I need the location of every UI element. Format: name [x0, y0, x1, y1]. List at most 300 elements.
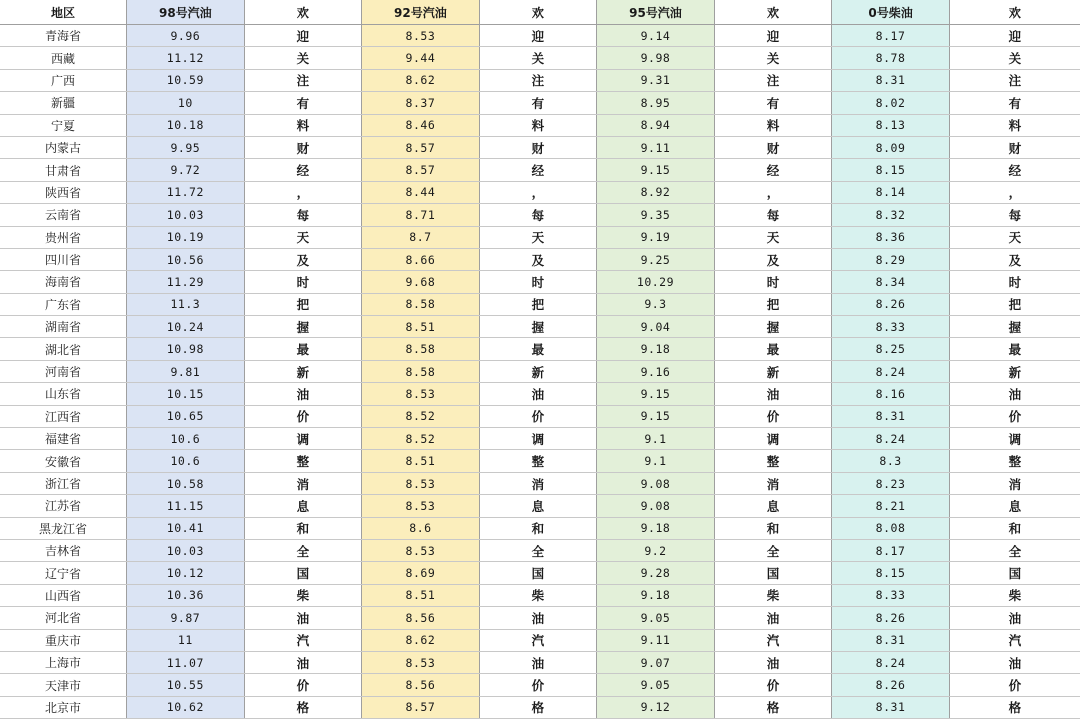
- cell-message-char[interactable]: 有: [714, 92, 832, 114]
- cell-message-char[interactable]: 财: [949, 136, 1080, 158]
- cell-price-95[interactable]: 9.11: [597, 629, 715, 651]
- cell-price-0-diesel[interactable]: 8.26: [832, 607, 950, 629]
- cell-message-char[interactable]: 价: [479, 674, 597, 696]
- cell-message-char[interactable]: 全: [479, 539, 597, 561]
- cell-message-char[interactable]: 国: [479, 562, 597, 584]
- cell-price-98[interactable]: 11: [127, 629, 245, 651]
- cell-message-char[interactable]: 经: [714, 159, 832, 181]
- table-row: [0, 584, 1080, 606]
- cell-price-95[interactable]: 9.05: [597, 674, 715, 696]
- cell-price-95[interactable]: 9.31: [597, 69, 715, 91]
- cell-message-char[interactable]: 格: [479, 696, 597, 718]
- cell-price-92[interactable]: 8.53: [362, 539, 480, 561]
- cell-region[interactable]: 北京市: [0, 696, 127, 718]
- cell-message-char[interactable]: ，: [244, 181, 362, 203]
- table-row: [0, 607, 1080, 629]
- cell-message-char[interactable]: 握: [714, 316, 832, 338]
- cell-price-0-diesel[interactable]: 8.31: [832, 69, 950, 91]
- cell-message-char[interactable]: 财: [714, 136, 832, 158]
- cell-message-char[interactable]: 注: [949, 69, 1080, 91]
- cell-message-char[interactable]: 和: [244, 517, 362, 539]
- cell-region[interactable]: 云南省: [0, 204, 127, 226]
- cell-message-char[interactable]: 调: [244, 428, 362, 450]
- cell-price-98[interactable]: 10.59: [127, 69, 245, 91]
- cell-message-char[interactable]: 汽: [244, 629, 362, 651]
- cell-region[interactable]: 内蒙古: [0, 136, 127, 158]
- cell-message-char[interactable]: 油: [479, 607, 597, 629]
- cell-message-char[interactable]: 整: [949, 450, 1080, 472]
- cell-price-92[interactable]: 8.62: [362, 69, 480, 91]
- cell-region[interactable]: 重庆市: [0, 629, 127, 651]
- cell-message-char[interactable]: 油: [244, 383, 362, 405]
- cell-price-0-diesel[interactable]: 8.78: [832, 47, 950, 69]
- cell-message-char[interactable]: 天: [244, 226, 362, 248]
- cell-price-0-diesel[interactable]: 8.33: [832, 316, 950, 338]
- cell-price-0-diesel[interactable]: 8.15: [832, 562, 950, 584]
- table-row: [0, 472, 1080, 494]
- header-welcome-3[interactable]: 欢: [714, 0, 832, 25]
- cell-price-95[interactable]: 9.98: [597, 47, 715, 69]
- cell-price-98[interactable]: 10.6: [127, 428, 245, 450]
- cell-message-char[interactable]: 握: [949, 316, 1080, 338]
- cell-message-char[interactable]: 料: [479, 114, 597, 136]
- cell-price-98[interactable]: 11.29: [127, 271, 245, 293]
- cell-message-char[interactable]: 格: [714, 696, 832, 718]
- cell-price-98[interactable]: 10.24: [127, 316, 245, 338]
- cell-price-98[interactable]: 10.58: [127, 472, 245, 494]
- header-welcome-1[interactable]: 欢: [244, 0, 362, 25]
- header-95-gasoline[interactable]: 95号汽油: [597, 0, 715, 25]
- cell-price-92[interactable]: 8.57: [362, 696, 480, 718]
- cell-region[interactable]: 河南省: [0, 360, 127, 382]
- cell-message-char[interactable]: 格: [244, 696, 362, 718]
- cell-message-char[interactable]: 天: [479, 226, 597, 248]
- cell-price-92[interactable]: 9.68: [362, 271, 480, 293]
- cell-region[interactable]: 浙江省: [0, 472, 127, 494]
- cell-price-0-diesel[interactable]: 8.34: [832, 271, 950, 293]
- cell-message-char[interactable]: 整: [714, 450, 832, 472]
- cell-region[interactable]: 上海市: [0, 651, 127, 673]
- cell-message-char[interactable]: 每: [479, 204, 597, 226]
- cell-message-char[interactable]: 迎: [949, 25, 1080, 47]
- cell-message-char[interactable]: 注: [479, 69, 597, 91]
- cell-message-char[interactable]: 汽: [479, 629, 597, 651]
- cell-region[interactable]: 吉林省: [0, 539, 127, 561]
- cell-message-char[interactable]: 消: [714, 472, 832, 494]
- cell-message-char[interactable]: 消: [949, 472, 1080, 494]
- cell-message-char[interactable]: 价: [949, 405, 1080, 427]
- cell-price-0-diesel[interactable]: 8.32: [832, 204, 950, 226]
- cell-price-98[interactable]: 10.56: [127, 248, 245, 270]
- cell-message-char[interactable]: 最: [949, 338, 1080, 360]
- cell-price-95[interactable]: 8.92: [597, 181, 715, 203]
- cell-message-char[interactable]: 及: [949, 248, 1080, 270]
- cell-price-98[interactable]: 10.18: [127, 114, 245, 136]
- cell-region[interactable]: 宁夏: [0, 114, 127, 136]
- cell-price-92[interactable]: 8.51: [362, 584, 480, 606]
- cell-price-98[interactable]: 10.65: [127, 405, 245, 427]
- cell-message-char[interactable]: 新: [949, 360, 1080, 382]
- cell-price-98[interactable]: 10.55: [127, 674, 245, 696]
- cell-price-95[interactable]: 9.15: [597, 159, 715, 181]
- cell-price-0-diesel[interactable]: 8.31: [832, 405, 950, 427]
- cell-price-98[interactable]: 11.15: [127, 495, 245, 517]
- cell-price-95[interactable]: 8.95: [597, 92, 715, 114]
- cell-price-92[interactable]: 8.66: [362, 248, 480, 270]
- cell-message-char[interactable]: ，: [479, 181, 597, 203]
- cell-message-char[interactable]: 新: [479, 360, 597, 382]
- cell-price-0-diesel[interactable]: 8.31: [832, 629, 950, 651]
- cell-price-98[interactable]: 10.03: [127, 204, 245, 226]
- cell-region[interactable]: 湖北省: [0, 338, 127, 360]
- cell-message-char[interactable]: 油: [714, 383, 832, 405]
- cell-message-char[interactable]: 格: [949, 696, 1080, 718]
- cell-message-char[interactable]: 关: [949, 47, 1080, 69]
- cell-price-92[interactable]: 8.53: [362, 383, 480, 405]
- table-row: [0, 674, 1080, 696]
- cell-region[interactable]: 海南省: [0, 271, 127, 293]
- cell-price-95[interactable]: 9.15: [597, 383, 715, 405]
- cell-price-95[interactable]: 9.04: [597, 316, 715, 338]
- cell-price-98[interactable]: 9.81: [127, 360, 245, 382]
- cell-price-98[interactable]: 9.72: [127, 159, 245, 181]
- cell-message-char[interactable]: 最: [714, 338, 832, 360]
- cell-message-char[interactable]: 调: [479, 428, 597, 450]
- cell-message-char[interactable]: 时: [949, 271, 1080, 293]
- cell-price-0-diesel[interactable]: 8.14: [832, 181, 950, 203]
- cell-price-0-diesel[interactable]: 8.31: [832, 696, 950, 718]
- cell-region[interactable]: 福建省: [0, 428, 127, 450]
- cell-message-char[interactable]: 和: [479, 517, 597, 539]
- cell-message-char[interactable]: 柴: [949, 584, 1080, 606]
- cell-region[interactable]: 贵州省: [0, 226, 127, 248]
- cell-price-98[interactable]: 10.03: [127, 539, 245, 561]
- cell-message-char[interactable]: 价: [714, 405, 832, 427]
- cell-message-char[interactable]: 调: [714, 428, 832, 450]
- cell-price-95[interactable]: 9.05: [597, 607, 715, 629]
- cell-message-char[interactable]: 每: [244, 204, 362, 226]
- cell-message-char[interactable]: 全: [714, 539, 832, 561]
- cell-message-char[interactable]: 和: [714, 517, 832, 539]
- cell-price-0-diesel[interactable]: 8.17: [832, 539, 950, 561]
- cell-message-char[interactable]: 调: [949, 428, 1080, 450]
- cell-price-92[interactable]: 8.52: [362, 428, 480, 450]
- cell-message-char[interactable]: 价: [479, 405, 597, 427]
- cell-price-92[interactable]: 8.51: [362, 450, 480, 472]
- cell-message-char[interactable]: 及: [479, 248, 597, 270]
- cell-message-char[interactable]: 把: [714, 293, 832, 315]
- cell-message-char[interactable]: 油: [949, 651, 1080, 673]
- cell-price-0-diesel[interactable]: 8.21: [832, 495, 950, 517]
- table-row: [0, 204, 1080, 226]
- cell-price-0-diesel[interactable]: 8.13: [832, 114, 950, 136]
- table-row: [0, 114, 1080, 136]
- cell-price-95[interactable]: 9.15: [597, 405, 715, 427]
- cell-price-0-diesel[interactable]: 8.36: [832, 226, 950, 248]
- cell-price-95[interactable]: 9.07: [597, 651, 715, 673]
- cell-message-char[interactable]: 有: [479, 92, 597, 114]
- cell-price-0-diesel[interactable]: 8.08: [832, 517, 950, 539]
- cell-message-char[interactable]: 息: [949, 495, 1080, 517]
- cell-price-0-diesel[interactable]: 8.16: [832, 383, 950, 405]
- cell-region[interactable]: 广西: [0, 69, 127, 91]
- cell-price-92[interactable]: 8.53: [362, 651, 480, 673]
- cell-price-0-diesel[interactable]: 8.29: [832, 248, 950, 270]
- cell-price-92[interactable]: 8.69: [362, 562, 480, 584]
- cell-message-char[interactable]: 息: [244, 495, 362, 517]
- cell-price-0-diesel[interactable]: 8.23: [832, 472, 950, 494]
- cell-message-char[interactable]: 迎: [714, 25, 832, 47]
- cell-price-0-diesel[interactable]: 8.02: [832, 92, 950, 114]
- cell-price-98[interactable]: 10.41: [127, 517, 245, 539]
- cell-price-0-diesel[interactable]: 8.26: [832, 293, 950, 315]
- table-row: [0, 159, 1080, 181]
- cell-region[interactable]: 山东省: [0, 383, 127, 405]
- cell-region[interactable]: 湖南省: [0, 316, 127, 338]
- cell-price-95[interactable]: 9.08: [597, 495, 715, 517]
- cell-message-char[interactable]: 油: [479, 383, 597, 405]
- cell-price-0-diesel[interactable]: 8.24: [832, 651, 950, 673]
- cell-price-92[interactable]: 8.7: [362, 226, 480, 248]
- cell-price-98[interactable]: 10.15: [127, 383, 245, 405]
- cell-region[interactable]: 河北省: [0, 607, 127, 629]
- cell-price-92[interactable]: 8.53: [362, 25, 480, 47]
- cell-price-0-diesel[interactable]: 8.24: [832, 428, 950, 450]
- cell-price-98[interactable]: 10.36: [127, 584, 245, 606]
- cell-message-char[interactable]: 握: [479, 316, 597, 338]
- cell-message-char[interactable]: ，: [949, 181, 1080, 203]
- cell-message-char[interactable]: 料: [244, 114, 362, 136]
- cell-price-98[interactable]: 9.96: [127, 25, 245, 47]
- cell-message-char[interactable]: 油: [244, 607, 362, 629]
- cell-message-char[interactable]: 柴: [479, 584, 597, 606]
- cell-message-char[interactable]: 油: [949, 607, 1080, 629]
- cell-message-char[interactable]: 料: [714, 114, 832, 136]
- cell-message-char[interactable]: 关: [244, 47, 362, 69]
- cell-message-char[interactable]: 财: [244, 136, 362, 158]
- header-98-gasoline[interactable]: 98号汽油: [127, 0, 245, 25]
- cell-message-char[interactable]: 整: [244, 450, 362, 472]
- cell-message-char[interactable]: 息: [714, 495, 832, 517]
- cell-message-char[interactable]: 经: [244, 159, 362, 181]
- cell-price-95[interactable]: 9.1: [597, 450, 715, 472]
- cell-message-char[interactable]: 油: [479, 651, 597, 673]
- cell-price-98[interactable]: 10.12: [127, 562, 245, 584]
- cell-message-char[interactable]: 油: [714, 651, 832, 673]
- cell-region[interactable]: 黑龙江省: [0, 517, 127, 539]
- cell-message-char[interactable]: 全: [244, 539, 362, 561]
- cell-price-0-diesel[interactable]: 8.33: [832, 584, 950, 606]
- cell-message-char[interactable]: 汽: [714, 629, 832, 651]
- cell-price-95[interactable]: 9.2: [597, 539, 715, 561]
- cell-price-98[interactable]: 11.07: [127, 651, 245, 673]
- cell-price-95[interactable]: 9.18: [597, 338, 715, 360]
- cell-price-95[interactable]: 9.16: [597, 360, 715, 382]
- cell-message-char[interactable]: 国: [949, 562, 1080, 584]
- cell-price-98[interactable]: 11.72: [127, 181, 245, 203]
- cell-price-92[interactable]: 8.51: [362, 316, 480, 338]
- cell-price-92[interactable]: 9.44: [362, 47, 480, 69]
- header-region[interactable]: 地区: [0, 0, 127, 25]
- table-row: [0, 338, 1080, 360]
- cell-price-0-diesel[interactable]: 8.25: [832, 338, 950, 360]
- cell-message-char[interactable]: 每: [949, 204, 1080, 226]
- cell-region[interactable]: 甘肃省: [0, 159, 127, 181]
- cell-message-char[interactable]: 整: [479, 450, 597, 472]
- cell-price-95[interactable]: 9.3: [597, 293, 715, 315]
- cell-message-char[interactable]: 汽: [949, 629, 1080, 651]
- cell-message-char[interactable]: 有: [244, 92, 362, 114]
- cell-price-95[interactable]: 9.18: [597, 517, 715, 539]
- cell-region[interactable]: 江西省: [0, 405, 127, 427]
- cell-price-95[interactable]: 9.11: [597, 136, 715, 158]
- cell-price-98[interactable]: 10.19: [127, 226, 245, 248]
- header-welcome-4[interactable]: 欢: [949, 0, 1080, 25]
- cell-price-0-diesel[interactable]: 8.15: [832, 159, 950, 181]
- cell-message-char[interactable]: 柴: [714, 584, 832, 606]
- cell-message-char[interactable]: 价: [244, 405, 362, 427]
- cell-message-char[interactable]: 新: [714, 360, 832, 382]
- cell-price-95[interactable]: 9.14: [597, 25, 715, 47]
- cell-price-92[interactable]: 8.58: [362, 338, 480, 360]
- cell-region[interactable]: 江苏省: [0, 495, 127, 517]
- cell-message-char[interactable]: 息: [479, 495, 597, 517]
- cell-region[interactable]: 广东省: [0, 293, 127, 315]
- cell-message-char[interactable]: 全: [949, 539, 1080, 561]
- cell-price-0-diesel[interactable]: 8.17: [832, 25, 950, 47]
- cell-message-char[interactable]: 把: [949, 293, 1080, 315]
- cell-message-char[interactable]: 油: [949, 383, 1080, 405]
- header-92-gasoline[interactable]: 92号汽油: [362, 0, 480, 25]
- cell-price-92[interactable]: 8.62: [362, 629, 480, 651]
- cell-price-95[interactable]: 8.94: [597, 114, 715, 136]
- cell-message-char[interactable]: 时: [714, 271, 832, 293]
- cell-price-92[interactable]: 8.57: [362, 136, 480, 158]
- cell-message-char[interactable]: 和: [949, 517, 1080, 539]
- cell-price-95[interactable]: 9.19: [597, 226, 715, 248]
- cell-message-char[interactable]: 迎: [244, 25, 362, 47]
- table-row: [0, 181, 1080, 203]
- cell-price-95[interactable]: 9.35: [597, 204, 715, 226]
- table-row: [0, 495, 1080, 517]
- cell-message-char[interactable]: 天: [714, 226, 832, 248]
- cell-message-char[interactable]: 价: [949, 674, 1080, 696]
- cell-message-char[interactable]: 关: [479, 47, 597, 69]
- cell-price-95[interactable]: 9.08: [597, 472, 715, 494]
- cell-message-char[interactable]: 经: [949, 159, 1080, 181]
- cell-message-char[interactable]: 价: [714, 674, 832, 696]
- cell-price-0-diesel[interactable]: 8.24: [832, 360, 950, 382]
- cell-message-char[interactable]: 关: [714, 47, 832, 69]
- cell-message-char[interactable]: 及: [244, 248, 362, 270]
- header-0-diesel[interactable]: 0号柴油: [832, 0, 950, 25]
- cell-price-95[interactable]: 9.18: [597, 584, 715, 606]
- cell-message-char[interactable]: 柴: [244, 584, 362, 606]
- cell-price-92[interactable]: 8.52: [362, 405, 480, 427]
- cell-price-92[interactable]: 8.6: [362, 517, 480, 539]
- cell-price-0-diesel[interactable]: 8.26: [832, 674, 950, 696]
- cell-price-92[interactable]: 8.37: [362, 92, 480, 114]
- cell-price-98[interactable]: 11.12: [127, 47, 245, 69]
- cell-price-98[interactable]: 9.87: [127, 607, 245, 629]
- cell-region[interactable]: 青海省: [0, 25, 127, 47]
- cell-message-char[interactable]: 时: [244, 271, 362, 293]
- cell-message-char[interactable]: 迎: [479, 25, 597, 47]
- cell-region[interactable]: 天津市: [0, 674, 127, 696]
- cell-message-char[interactable]: 握: [244, 316, 362, 338]
- cell-price-95[interactable]: 9.25: [597, 248, 715, 270]
- cell-price-92[interactable]: 8.44: [362, 181, 480, 203]
- cell-region[interactable]: 安徽省: [0, 450, 127, 472]
- cell-message-char[interactable]: 最: [479, 338, 597, 360]
- cell-message-char[interactable]: 油: [244, 651, 362, 673]
- cell-message-char[interactable]: 国: [244, 562, 362, 584]
- cell-message-char[interactable]: 把: [479, 293, 597, 315]
- cell-price-98[interactable]: 10: [127, 92, 245, 114]
- cell-message-char[interactable]: 时: [479, 271, 597, 293]
- cell-region[interactable]: 陕西省: [0, 181, 127, 203]
- cell-message-char[interactable]: 财: [479, 136, 597, 158]
- cell-message-char[interactable]: 消: [479, 472, 597, 494]
- cell-message-char[interactable]: 最: [244, 338, 362, 360]
- cell-message-char[interactable]: 天: [949, 226, 1080, 248]
- cell-message-char[interactable]: 每: [714, 204, 832, 226]
- cell-price-95[interactable]: 9.28: [597, 562, 715, 584]
- cell-price-98[interactable]: 10.6: [127, 450, 245, 472]
- cell-message-char[interactable]: 料: [949, 114, 1080, 136]
- cell-price-95[interactable]: 9.1: [597, 428, 715, 450]
- cell-price-92[interactable]: 8.71: [362, 204, 480, 226]
- cell-price-92[interactable]: 8.53: [362, 495, 480, 517]
- cell-price-92[interactable]: 8.56: [362, 674, 480, 696]
- cell-message-char[interactable]: 国: [714, 562, 832, 584]
- cell-price-0-diesel[interactable]: 8.3: [832, 450, 950, 472]
- cell-price-0-diesel[interactable]: 8.09: [832, 136, 950, 158]
- cell-price-92[interactable]: 8.58: [362, 360, 480, 382]
- cell-message-char[interactable]: 新: [244, 360, 362, 382]
- header-welcome-2[interactable]: 欢: [479, 0, 597, 25]
- cell-message-char[interactable]: ，: [714, 181, 832, 203]
- cell-price-98[interactable]: 11.3: [127, 293, 245, 315]
- cell-message-char[interactable]: 消: [244, 472, 362, 494]
- cell-price-92[interactable]: 8.57: [362, 159, 480, 181]
- table-row: [0, 629, 1080, 651]
- cell-price-98[interactable]: 10.62: [127, 696, 245, 718]
- table-row: [0, 517, 1080, 539]
- cell-price-98[interactable]: 10.98: [127, 338, 245, 360]
- cell-region[interactable]: 山西省: [0, 584, 127, 606]
- cell-price-95[interactable]: 9.12: [597, 696, 715, 718]
- cell-message-char[interactable]: 及: [714, 248, 832, 270]
- cell-region[interactable]: 西藏: [0, 47, 127, 69]
- cell-region[interactable]: 四川省: [0, 248, 127, 270]
- cell-price-95[interactable]: 10.29: [597, 271, 715, 293]
- cell-message-char[interactable]: 有: [949, 92, 1080, 114]
- cell-price-92[interactable]: 8.58: [362, 293, 480, 315]
- cell-region[interactable]: 新疆: [0, 92, 127, 114]
- cell-message-char[interactable]: 油: [714, 607, 832, 629]
- cell-region[interactable]: 辽宁省: [0, 562, 127, 584]
- cell-price-92[interactable]: 8.53: [362, 472, 480, 494]
- cell-message-char[interactable]: 把: [244, 293, 362, 315]
- cell-message-char[interactable]: 经: [479, 159, 597, 181]
- cell-message-char[interactable]: 注: [714, 69, 832, 91]
- cell-price-98[interactable]: 9.95: [127, 136, 245, 158]
- cell-price-92[interactable]: 8.46: [362, 114, 480, 136]
- cell-message-char[interactable]: 价: [244, 674, 362, 696]
- cell-price-92[interactable]: 8.56: [362, 607, 480, 629]
- cell-message-char[interactable]: 注: [244, 69, 362, 91]
